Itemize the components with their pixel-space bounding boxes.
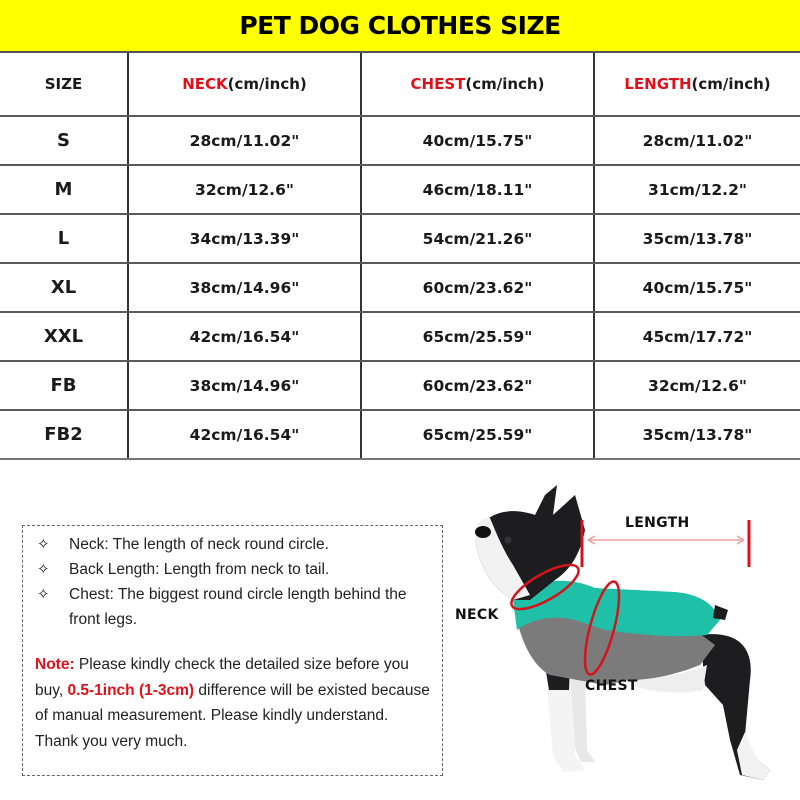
cell-length: 35cm/13.78" bbox=[594, 410, 800, 459]
cell-chest: 40cm/15.75" bbox=[361, 116, 594, 165]
header-neck-unit: (cm/inch) bbox=[227, 75, 307, 93]
cell-size: XL bbox=[0, 263, 128, 312]
table-header-row bbox=[0, 53, 800, 116]
size-chart-table bbox=[0, 53, 800, 460]
header-neck-highlight: NECK bbox=[182, 75, 228, 93]
cell-length: 28cm/11.02" bbox=[594, 116, 800, 165]
definition-neck bbox=[35, 532, 432, 557]
table-row bbox=[0, 263, 800, 312]
cell-neck: 34cm/13.39" bbox=[128, 214, 361, 263]
chest-label: CHEST bbox=[585, 678, 638, 694]
cell-length: 40cm/15.75" bbox=[594, 263, 800, 312]
diamond-star-icon: ✧ bbox=[37, 586, 50, 603]
cell-length: 45cm/17.72" bbox=[594, 312, 800, 361]
cell-neck: 42cm/16.54" bbox=[128, 312, 361, 361]
cell-size: FB2 bbox=[0, 410, 128, 459]
header-chest bbox=[361, 53, 594, 116]
header-neck bbox=[128, 53, 361, 116]
table-row bbox=[0, 312, 800, 361]
diamond-star-icon: ✧ bbox=[37, 536, 50, 553]
cell-length: 31cm/12.2" bbox=[594, 165, 800, 214]
length-label: LENGTH bbox=[625, 515, 690, 531]
definition-text: Chest: The biggest round circle length behind the front legs. bbox=[69, 586, 407, 628]
cell-chest: 46cm/18.11" bbox=[361, 165, 594, 214]
definitions-list bbox=[35, 532, 432, 632]
neck-label: NECK bbox=[455, 607, 499, 623]
cell-size: M bbox=[0, 165, 128, 214]
note-text-1: Please kindly check the detailed size before you buy, bbox=[35, 656, 409, 699]
page-title: PET DOG CLOTHES SIZE bbox=[0, 0, 800, 53]
cell-size: S bbox=[0, 116, 128, 165]
definition-chest bbox=[35, 582, 432, 632]
table-row bbox=[0, 214, 800, 263]
header-length-highlight: LENGTH bbox=[624, 75, 692, 93]
cell-length: 32cm/12.6" bbox=[594, 361, 800, 410]
header-length bbox=[594, 53, 800, 116]
header-chest-unit: (cm/inch) bbox=[465, 75, 545, 93]
cell-chest: 54cm/21.26" bbox=[361, 214, 594, 263]
cell-neck: 28cm/11.02" bbox=[128, 116, 361, 165]
cell-size: FB bbox=[0, 361, 128, 410]
note-label: Note: bbox=[35, 656, 75, 673]
table-row bbox=[0, 165, 800, 214]
cell-neck: 32cm/12.6" bbox=[128, 165, 361, 214]
note-text-2: difference will be existed because of manual measurement. Please kindly understand. Thank you very much. bbox=[35, 681, 430, 750]
cell-length: 35cm/13.78" bbox=[594, 214, 800, 263]
diamond-star-icon: ✧ bbox=[37, 561, 50, 578]
cell-chest: 65cm/25.59" bbox=[361, 312, 594, 361]
cell-size: L bbox=[0, 214, 128, 263]
table-row bbox=[0, 410, 800, 459]
note-paragraph bbox=[35, 652, 432, 754]
cell-chest: 60cm/23.62" bbox=[361, 361, 594, 410]
cell-neck: 42cm/16.54" bbox=[128, 410, 361, 459]
header-chest-highlight: CHEST bbox=[410, 75, 466, 93]
cell-neck: 38cm/14.96" bbox=[128, 263, 361, 312]
header-size-label: SIZE bbox=[44, 75, 83, 93]
cell-neck: 38cm/14.96" bbox=[128, 361, 361, 410]
dog-measurement-illustration bbox=[445, 470, 800, 800]
dog-wearing-vest-image bbox=[445, 470, 800, 800]
cell-chest: 60cm/23.62" bbox=[361, 263, 594, 312]
cell-size: XXL bbox=[0, 312, 128, 361]
header-length-unit: (cm/inch) bbox=[691, 75, 771, 93]
note-tolerance: 0.5-1inch (1-3cm) bbox=[67, 681, 195, 699]
cell-chest: 65cm/25.59" bbox=[361, 410, 594, 459]
definition-text: Neck: The length of neck round circle. bbox=[69, 536, 329, 553]
measurement-info-box bbox=[22, 525, 443, 776]
definition-back-length bbox=[35, 557, 432, 582]
table-row bbox=[0, 361, 800, 410]
definition-text: Back Length: Length from neck to tail. bbox=[69, 561, 330, 578]
header-size bbox=[0, 53, 128, 116]
table-row bbox=[0, 116, 800, 165]
